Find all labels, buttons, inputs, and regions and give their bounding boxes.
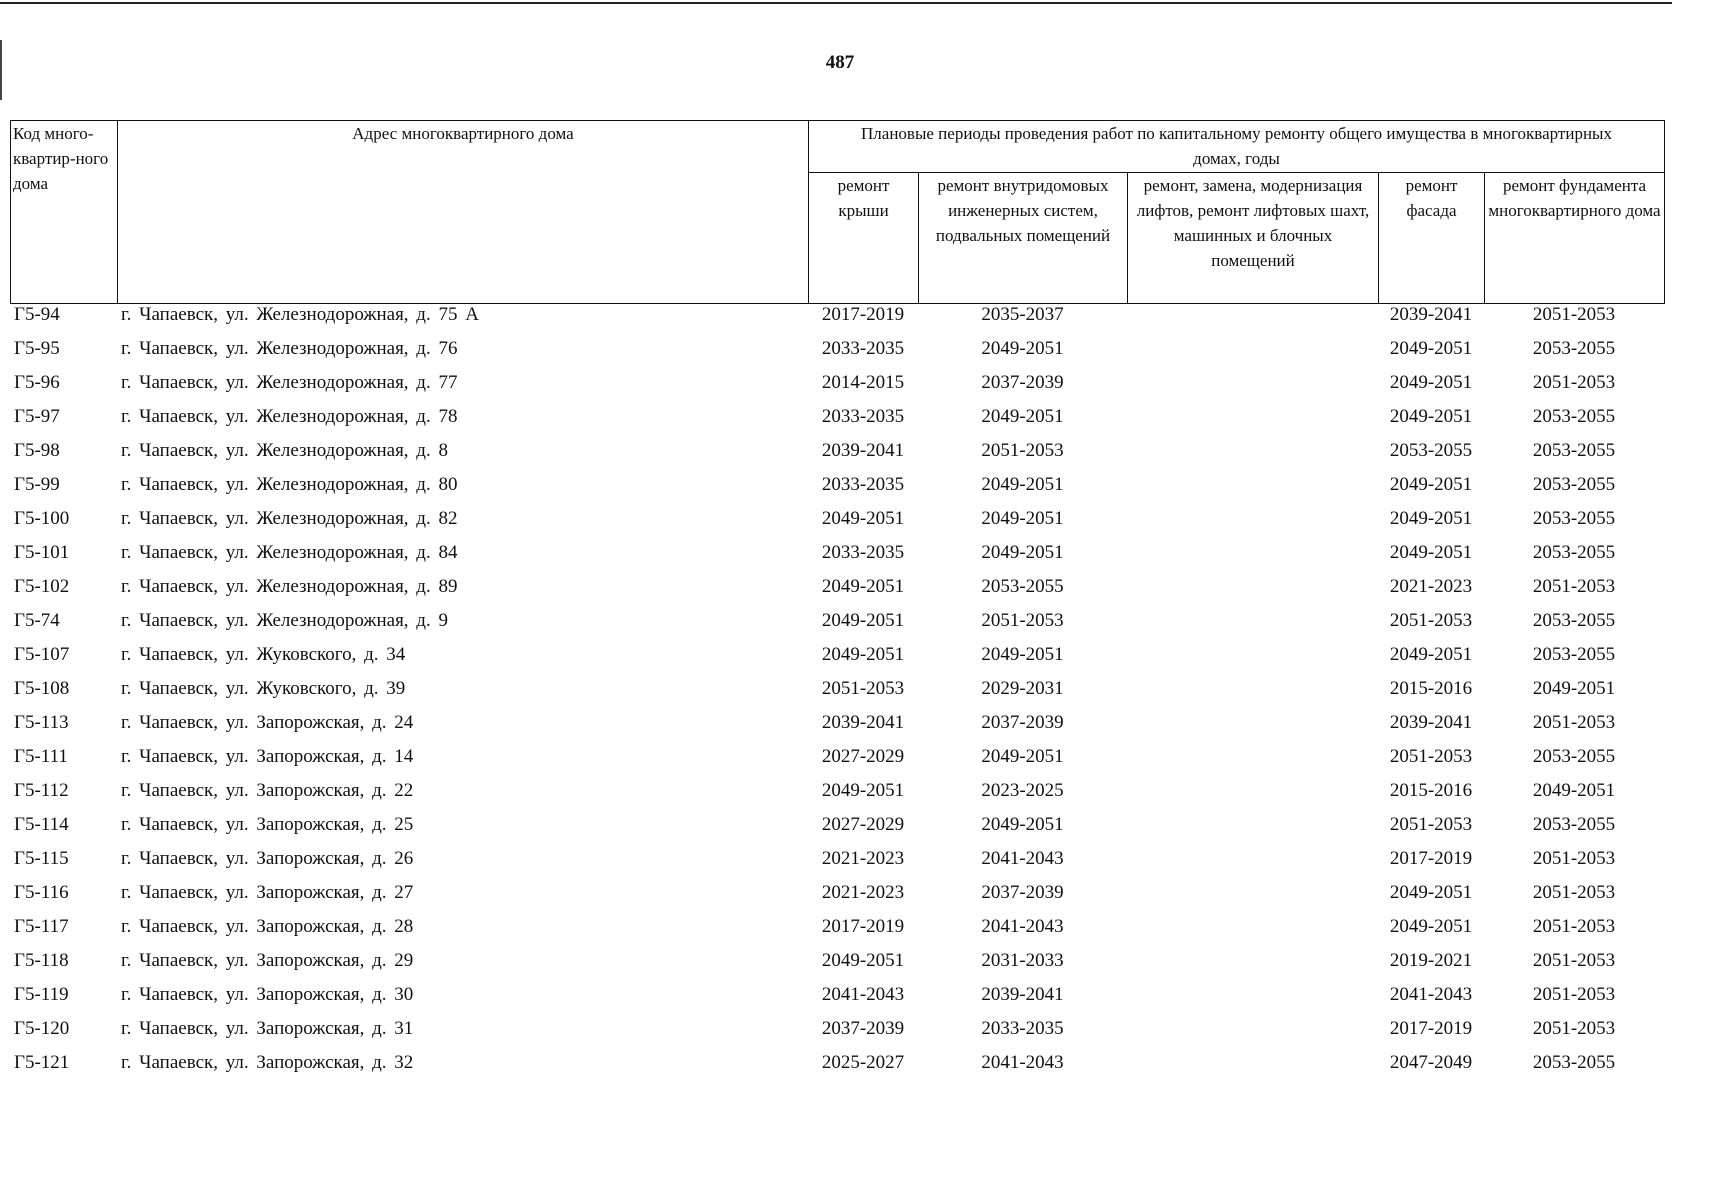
cell-roof: 2033-2035 bbox=[821, 338, 905, 359]
cell-engineering: 2049-2051 bbox=[981, 746, 1064, 767]
cell-engineering: 2041-2043 bbox=[981, 1052, 1064, 1073]
cell-code: Г5-112 bbox=[14, 780, 69, 801]
header-code: Код много-квартир-ного дома bbox=[11, 121, 118, 304]
cell-foundation: 2049-2051 bbox=[1532, 678, 1616, 699]
cell-code: Г5-120 bbox=[14, 1018, 70, 1039]
cell-facade: 2049-2051 bbox=[1389, 406, 1473, 427]
cell-facade: 2049-2051 bbox=[1389, 882, 1473, 903]
cell-foundation: 2051-2053 bbox=[1532, 882, 1616, 903]
cell-elevators bbox=[1127, 372, 1378, 406]
table-row bbox=[10, 644, 1664, 678]
cell-foundation: 2053-2055 bbox=[1532, 406, 1616, 427]
cell-code: Г5-94 bbox=[14, 304, 60, 325]
cell-roof: 2051-2053 bbox=[821, 678, 905, 699]
cell-code: Г5-100 bbox=[14, 508, 70, 529]
cell-engineering: 2033-2035 bbox=[981, 1018, 1064, 1039]
cell-foundation: 2053-2055 bbox=[1532, 338, 1616, 359]
cell-foundation: 2051-2053 bbox=[1532, 916, 1616, 937]
cell-address: г. Чапаевск, ул. Запорожская, д. 22 bbox=[121, 780, 414, 801]
cell-roof: 2041-2043 bbox=[821, 984, 905, 1005]
cell-elevators bbox=[1127, 950, 1378, 984]
cell-code: Г5-74 bbox=[14, 610, 60, 631]
cell-facade: 2049-2051 bbox=[1389, 338, 1473, 359]
cell-facade: 2021-2023 bbox=[1389, 576, 1473, 597]
cell-elevators bbox=[1127, 916, 1378, 950]
cell-engineering: 2049-2051 bbox=[981, 406, 1064, 427]
cell-elevators bbox=[1127, 712, 1378, 746]
cell-foundation: 2051-2053 bbox=[1532, 304, 1616, 325]
cell-roof: 2049-2051 bbox=[821, 950, 905, 971]
cell-address: г. Чапаевск, ул. Железнодорожная, д. 8 bbox=[121, 440, 448, 461]
cell-foundation: 2051-2053 bbox=[1532, 848, 1616, 869]
cell-facade: 2041-2043 bbox=[1389, 984, 1473, 1005]
cell-facade: 2017-2019 bbox=[1389, 848, 1473, 869]
table-row bbox=[10, 576, 1664, 610]
cell-foundation: 2051-2053 bbox=[1532, 372, 1616, 393]
table-row bbox=[10, 406, 1664, 440]
cell-elevators bbox=[1127, 1018, 1378, 1052]
cell-facade: 2017-2019 bbox=[1389, 1018, 1473, 1039]
cell-roof: 2017-2019 bbox=[821, 916, 905, 937]
cell-roof: 2049-2051 bbox=[821, 610, 905, 631]
table-row bbox=[10, 304, 1664, 338]
cell-facade: 2019-2021 bbox=[1389, 950, 1473, 971]
cell-facade: 2049-2051 bbox=[1389, 508, 1473, 529]
cell-facade: 2053-2055 bbox=[1389, 440, 1473, 461]
cell-elevators bbox=[1127, 338, 1378, 372]
cell-engineering: 2051-2053 bbox=[981, 440, 1064, 461]
cell-facade: 2049-2051 bbox=[1389, 916, 1473, 937]
table-row bbox=[10, 474, 1664, 508]
cell-engineering: 2049-2051 bbox=[981, 814, 1064, 835]
cell-elevators bbox=[1127, 678, 1378, 712]
cell-elevators bbox=[1127, 644, 1378, 678]
header-elevators: ремонт, замена, модернизация лифтов, ремонт лифтовых шахт, машинных и блочных помещений bbox=[1128, 173, 1379, 304]
table-row bbox=[10, 712, 1664, 746]
cell-engineering: 2031-2033 bbox=[981, 950, 1064, 971]
cell-elevators bbox=[1127, 542, 1378, 576]
cell-facade: 2051-2053 bbox=[1389, 746, 1473, 767]
cell-foundation: 2051-2053 bbox=[1532, 712, 1616, 733]
cell-roof: 2049-2051 bbox=[821, 780, 905, 801]
cell-engineering: 2053-2055 bbox=[981, 576, 1064, 597]
cell-address: г. Чапаевск, ул. Жуковского, д. 34 bbox=[121, 644, 406, 665]
cell-code: Г5-119 bbox=[14, 984, 69, 1005]
cell-facade: 2051-2053 bbox=[1389, 610, 1473, 631]
cell-roof: 2039-2041 bbox=[821, 440, 905, 461]
cell-foundation: 2053-2055 bbox=[1532, 610, 1616, 631]
cell-code: Г5-108 bbox=[14, 678, 70, 699]
table-row bbox=[10, 848, 1664, 882]
cell-elevators bbox=[1127, 814, 1378, 848]
cell-code: Г5-111 bbox=[14, 746, 68, 767]
cell-elevators bbox=[1127, 406, 1378, 440]
cell-facade: 2051-2053 bbox=[1389, 814, 1473, 835]
table-row bbox=[10, 678, 1664, 712]
cell-code: Г5-95 bbox=[14, 338, 60, 359]
cell-facade: 2049-2051 bbox=[1389, 372, 1473, 393]
table-row bbox=[10, 610, 1664, 644]
header-engineering: ремонт внутридомовых инженерных систем, подвальных помещений bbox=[919, 173, 1128, 304]
cell-facade: 2049-2051 bbox=[1389, 644, 1473, 665]
cell-address: г. Чапаевск, ул. Запорожская, д. 25 bbox=[121, 814, 414, 835]
cell-foundation: 2053-2055 bbox=[1532, 814, 1616, 835]
cell-address: г. Чапаевск, ул. Запорожская, д. 14 bbox=[121, 746, 414, 767]
cell-engineering: 2049-2051 bbox=[981, 542, 1064, 563]
cell-roof: 2033-2035 bbox=[821, 542, 905, 563]
cell-elevators bbox=[1127, 984, 1378, 1018]
cell-code: Г5-96 bbox=[14, 372, 60, 393]
cell-engineering: 2037-2039 bbox=[981, 712, 1064, 733]
cell-foundation: 2051-2053 bbox=[1532, 984, 1616, 1005]
table-row bbox=[10, 814, 1664, 848]
cell-engineering: 2037-2039 bbox=[981, 372, 1064, 393]
table-row bbox=[10, 338, 1664, 372]
data-table bbox=[10, 304, 1664, 1086]
cell-elevators bbox=[1127, 848, 1378, 882]
cell-engineering: 2041-2043 bbox=[981, 848, 1064, 869]
cell-address: г. Чапаевск, ул. Железнодорожная, д. 84 bbox=[121, 542, 458, 563]
table-row bbox=[10, 950, 1664, 984]
cell-address: г. Чапаевск, ул. Железнодорожная, д. 9 bbox=[121, 610, 448, 631]
table-row bbox=[10, 780, 1664, 814]
cell-roof: 2025-2027 bbox=[821, 1052, 905, 1073]
cell-facade: 2049-2051 bbox=[1389, 542, 1473, 563]
cell-engineering: 2029-2031 bbox=[981, 678, 1064, 699]
header-address: Адрес многоквартирного дома bbox=[118, 121, 809, 304]
cell-code: Г5-113 bbox=[14, 712, 69, 733]
cell-address: г. Чапаевск, ул. Железнодорожная, д. 76 bbox=[121, 338, 458, 359]
cell-roof: 2021-2023 bbox=[821, 848, 905, 869]
table-row bbox=[10, 440, 1664, 474]
cell-engineering: 2051-2053 bbox=[981, 610, 1064, 631]
cell-address: г. Чапаевск, ул. Железнодорожная, д. 82 bbox=[121, 508, 458, 529]
cell-address: г. Чапаевск, ул. Запорожская, д. 29 bbox=[121, 950, 414, 971]
cell-code: Г5-99 bbox=[14, 474, 60, 495]
cell-code: Г5-107 bbox=[14, 644, 70, 665]
cell-foundation: 2053-2055 bbox=[1532, 474, 1616, 495]
cell-elevators bbox=[1127, 746, 1378, 780]
cell-elevators bbox=[1127, 440, 1378, 474]
cell-roof: 2033-2035 bbox=[821, 406, 905, 427]
table-row bbox=[10, 882, 1664, 916]
cell-address: г. Чапаевск, ул. Запорожская, д. 31 bbox=[121, 1018, 414, 1039]
cell-engineering: 2037-2039 bbox=[981, 882, 1064, 903]
table-row bbox=[10, 746, 1664, 780]
table-row bbox=[10, 372, 1664, 406]
cell-roof: 2027-2029 bbox=[821, 746, 905, 767]
cell-elevators bbox=[1127, 508, 1378, 542]
table-row bbox=[10, 1018, 1664, 1052]
cell-code: Г5-115 bbox=[14, 848, 69, 869]
cell-foundation: 2053-2055 bbox=[1532, 746, 1616, 767]
cell-foundation: 2053-2055 bbox=[1532, 440, 1616, 461]
cell-elevators bbox=[1127, 610, 1378, 644]
cell-code: Г5-102 bbox=[14, 576, 70, 597]
cell-foundation: 2051-2053 bbox=[1532, 1018, 1616, 1039]
cell-engineering: 2023-2025 bbox=[981, 780, 1064, 801]
cell-roof: 2033-2035 bbox=[821, 474, 905, 495]
table-row bbox=[10, 984, 1664, 1018]
cell-code: Г5-121 bbox=[14, 1052, 70, 1073]
cell-foundation: 2053-2055 bbox=[1532, 542, 1616, 563]
header-periods: Плановые периоды проведения работ по капитальному ремонту общего имущества в многоквартирных домах, годы bbox=[809, 121, 1665, 173]
cell-address: г. Чапаевск, ул. Железнодорожная, д. 78 bbox=[121, 406, 458, 427]
cell-foundation: 2053-2055 bbox=[1532, 644, 1616, 665]
cell-foundation: 2049-2051 bbox=[1532, 780, 1616, 801]
header-foundation: ремонт фундамента многоквартирного дома bbox=[1485, 173, 1665, 304]
cell-foundation: 2051-2053 bbox=[1532, 576, 1616, 597]
cell-address: г. Чапаевск, ул. Железнодорожная, д. 80 bbox=[121, 474, 458, 495]
cell-elevators bbox=[1127, 882, 1378, 916]
table-row bbox=[10, 508, 1664, 542]
cell-roof: 2049-2051 bbox=[821, 644, 905, 665]
cell-roof: 2017-2019 bbox=[821, 304, 905, 325]
cell-roof: 2037-2039 bbox=[821, 1018, 905, 1039]
cell-roof: 2039-2041 bbox=[821, 712, 905, 733]
table-row bbox=[10, 1052, 1664, 1086]
cell-roof: 2049-2051 bbox=[821, 508, 905, 529]
cell-elevators bbox=[1127, 576, 1378, 610]
cell-engineering: 2049-2051 bbox=[981, 644, 1064, 665]
cell-foundation: 2053-2055 bbox=[1532, 508, 1616, 529]
cell-address: г. Чапаевск, ул. Железнодорожная, д. 77 bbox=[121, 372, 458, 393]
cell-engineering: 2041-2043 bbox=[981, 916, 1064, 937]
cell-elevators bbox=[1127, 780, 1378, 814]
cell-facade: 2047-2049 bbox=[1389, 1052, 1473, 1073]
cell-elevators bbox=[1127, 474, 1378, 508]
top-rule bbox=[0, 2, 1672, 4]
page-number: 487 bbox=[825, 52, 855, 73]
cell-engineering: 2049-2051 bbox=[981, 338, 1064, 359]
cell-facade: 2049-2051 bbox=[1389, 474, 1473, 495]
cell-facade: 2039-2041 bbox=[1389, 712, 1473, 733]
cell-roof: 2027-2029 bbox=[821, 814, 905, 835]
cell-engineering: 2049-2051 bbox=[981, 474, 1064, 495]
cell-address: г. Чапаевск, ул. Железнодорожная, д. 89 bbox=[121, 576, 458, 597]
cell-code: Г5-101 bbox=[14, 542, 70, 563]
cell-address: г. Чапаевск, ул. Запорожская, д. 27 bbox=[121, 882, 414, 903]
cell-code: Г5-114 bbox=[14, 814, 69, 835]
table-row bbox=[10, 916, 1664, 950]
cell-roof: 2014-2015 bbox=[821, 372, 905, 393]
header-facade: ремонт фасада bbox=[1379, 173, 1485, 304]
header-roof: ремонт крыши bbox=[809, 173, 919, 304]
cell-code: Г5-98 bbox=[14, 440, 60, 461]
cell-roof: 2021-2023 bbox=[821, 882, 905, 903]
cell-address: г. Чапаевск, ул. Запорожская, д. 26 bbox=[121, 848, 414, 869]
cell-facade: 2039-2041 bbox=[1389, 304, 1473, 325]
cell-code: Г5-97 bbox=[14, 406, 60, 427]
cell-address: г. Чапаевск, ул. Жуковского, д. 39 bbox=[121, 678, 406, 699]
cell-engineering: 2049-2051 bbox=[981, 508, 1064, 529]
cell-code: Г5-118 bbox=[14, 950, 69, 971]
cell-facade: 2015-2016 bbox=[1389, 678, 1473, 699]
cell-engineering: 2035-2037 bbox=[981, 304, 1064, 325]
table-row bbox=[10, 542, 1664, 576]
cell-address: г. Чапаевск, ул. Запорожская, д. 28 bbox=[121, 916, 414, 937]
cell-facade: 2015-2016 bbox=[1389, 780, 1473, 801]
cell-foundation: 2051-2053 bbox=[1532, 950, 1616, 971]
cell-engineering: 2039-2041 bbox=[981, 984, 1064, 1005]
cell-elevators bbox=[1127, 1052, 1378, 1086]
cell-address: г. Чапаевск, ул. Железнодорожная, д. 75 А bbox=[121, 304, 479, 325]
cell-code: Г5-116 bbox=[14, 882, 69, 903]
cell-address: г. Чапаевск, ул. Запорожская, д. 32 bbox=[121, 1052, 414, 1073]
cell-address: г. Чапаевск, ул. Запорожская, д. 30 bbox=[121, 984, 414, 1005]
cell-elevators bbox=[1127, 304, 1378, 338]
cell-code: Г5-117 bbox=[14, 916, 69, 937]
cell-foundation: 2053-2055 bbox=[1532, 1052, 1616, 1073]
cell-roof: 2049-2051 bbox=[821, 576, 905, 597]
table-header bbox=[10, 120, 1665, 304]
cell-address: г. Чапаевск, ул. Запорожская, д. 24 bbox=[121, 712, 414, 733]
